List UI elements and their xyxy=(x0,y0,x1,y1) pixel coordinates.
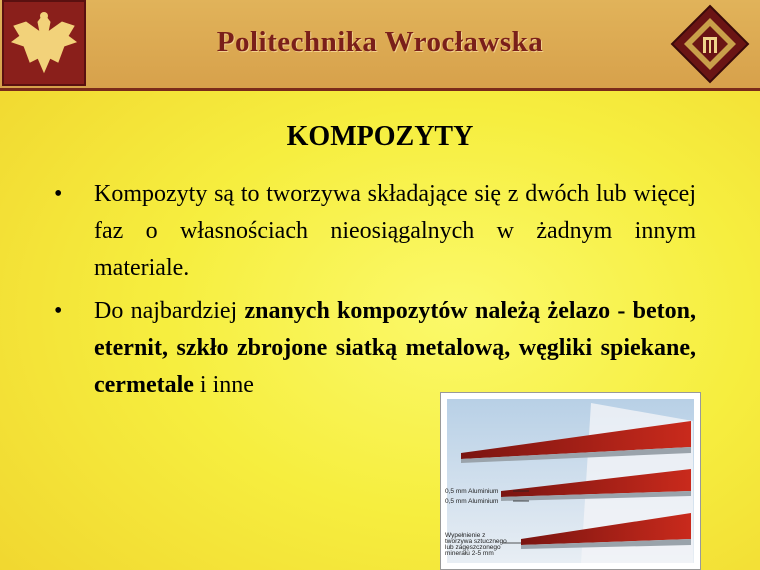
bullet-text: Kompozyty są to tworzywa składające się z dwóch lub więcej faz o własnościach nieosiągalnych w żadnym innym materiale. xyxy=(94,181,696,281)
figure-label-filling: Wypełnienie z tworzywa sztucznego lub zagęszczonego minerału 2-5 mm xyxy=(445,532,507,557)
bullet-dot-icon: • xyxy=(54,181,63,207)
bullet-dot-icon: • xyxy=(54,298,63,324)
faculty-logo xyxy=(670,4,750,84)
bullet-text-prefix: Do najbardziej xyxy=(94,298,245,324)
bullet-text-bold: znanych kompozytów należą żelazo - beton, eternit, szkło zbrojone siatką metalową, węgliki spiekane, cermetale xyxy=(94,298,697,398)
bullet-list xyxy=(54,176,697,404)
bullet-item xyxy=(54,176,696,287)
header-bar xyxy=(0,0,760,91)
bullet-item xyxy=(54,293,697,404)
header-title: Politechnika Wrocławska xyxy=(216,26,544,58)
figure-label-aluminium-2: 0,5 mm Aluminium xyxy=(445,498,499,505)
bullet-text-suffix: i inne xyxy=(193,372,254,398)
slide-title: KOMPOZYTY xyxy=(286,121,474,152)
figure-label-aluminium-1: 0,5 mm Aluminium xyxy=(445,488,499,495)
bullet-text xyxy=(94,293,696,404)
composite-panel-image xyxy=(440,392,701,570)
